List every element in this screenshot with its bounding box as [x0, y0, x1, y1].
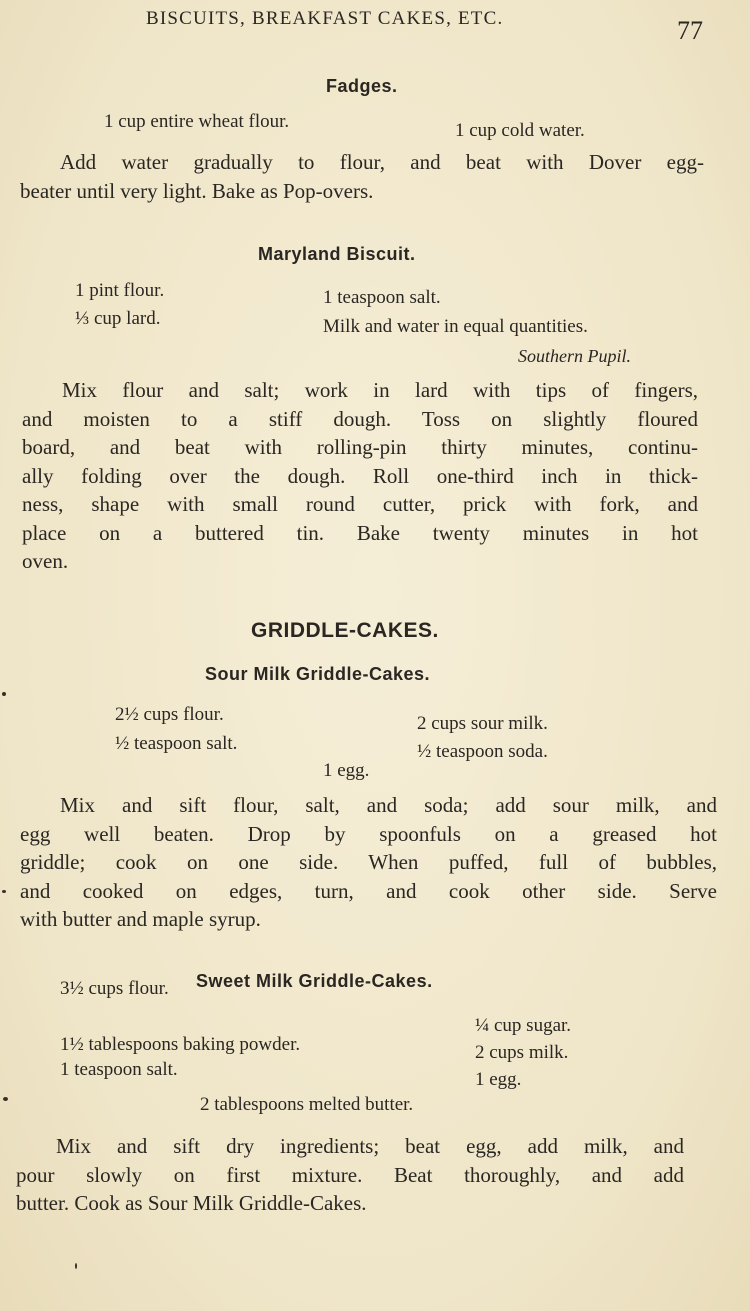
text-line: board, and beat with rolling-pin thirty minutes, continu- — [22, 435, 698, 459]
recipe-instructions-sweet-milk-griddle-cakes — [16, 1132, 684, 1218]
page-number: 77 — [677, 16, 703, 45]
text-line: ally folding over the dough. Roll one-third inch in thick- — [22, 463, 698, 488]
ingredient: 1 egg. — [323, 760, 370, 781]
ingredient: 2 cups sour milk. — [417, 713, 548, 734]
text-line: oven. — [22, 549, 69, 573]
recipe-title-sour-milk-griddle-cakes: Sour Milk Griddle-Cakes. — [205, 664, 431, 684]
paper-speck — [2, 890, 6, 893]
text-line: griddle; cook on one side. When puffed, full of bubbles, — [20, 850, 717, 874]
ingredient: 1 teaspoon salt. — [323, 287, 441, 308]
ingredient: 1 cup entire wheat flour. — [104, 111, 290, 132]
ingredient: ½ teaspoon salt. — [115, 733, 238, 754]
running-head: BISCUITS, BREAKFAST CAKES, ETC. — [146, 8, 504, 29]
text-line: and cooked on edges, turn, and cook other side. Serve — [20, 878, 717, 903]
text-line: Mix and sift dry ingredients; beat egg, add milk, and — [56, 1134, 684, 1158]
text-line: pour slowly on first mixture. Beat thoroughly, and add — [16, 1162, 684, 1187]
paper-speck — [3, 1097, 8, 1101]
ingredient: ⅓ cup lard. — [75, 308, 161, 329]
ingredient: 1½ tablespoons baking powder. — [60, 1034, 301, 1055]
text-line: Add water gradually to flour, and beat with Dover egg- — [60, 150, 704, 174]
recipe-instructions-fadges — [20, 148, 704, 205]
recipe-instructions-maryland-biscuit — [22, 376, 698, 576]
ingredient: 2 cups milk. — [475, 1042, 569, 1063]
ingredient: 2 tablespoons melted butter. — [200, 1094, 414, 1115]
text-line: Mix and sift flour, salt, and soda; add sour milk, and — [60, 793, 717, 817]
ingredient: Milk and water in equal quantities. — [323, 316, 588, 337]
ingredient: 3½ cups flour. — [60, 978, 169, 999]
ingredient: 1 pint flour. — [75, 280, 165, 301]
ingredient: 1 cup cold water. — [455, 120, 585, 141]
recipe-credit: Southern Pupil. — [518, 346, 631, 366]
text-line: beater until very light. Bake as Pop-overs. — [20, 178, 374, 203]
text-line: and moisten to a stiff dough. Toss on slightly floured — [22, 406, 698, 431]
ingredient: 1 egg. — [475, 1069, 522, 1090]
paper-speck — [2, 692, 6, 696]
text-line: with butter and maple syrup. — [20, 907, 261, 931]
recipe-title-sweet-milk-griddle-cakes: Sweet Milk Griddle-Cakes. — [196, 971, 433, 991]
recipe-title-fadges: Fadges. — [326, 76, 398, 96]
ingredient: 2½ cups flour. — [115, 704, 224, 725]
text-line: Mix flour and salt; work in lard with tips of fingers, — [62, 378, 698, 402]
section-title-griddle-cakes: GRIDDLE-CAKES. — [251, 619, 439, 642]
ingredient: 1 teaspoon salt. — [60, 1059, 178, 1080]
text-line: ness, shape with small round cutter, prick with fork, and — [22, 492, 698, 516]
recipe-title-maryland-biscuit: Maryland Biscuit. — [258, 244, 416, 264]
ingredient: ¼ cup sugar. — [475, 1015, 572, 1036]
ingredient: ½ teaspoon soda. — [417, 741, 548, 762]
text-line: place on a buttered tin. Bake twenty minutes in hot — [22, 520, 698, 545]
recipe-instructions-sour-milk-griddle-cakes — [20, 791, 717, 934]
text-line: egg well beaten. Drop by spoonfuls on a greased hot — [20, 821, 717, 846]
paper-speck — [75, 1263, 77, 1269]
text-line: butter. Cook as Sour Milk Griddle-Cakes. — [16, 1191, 367, 1215]
